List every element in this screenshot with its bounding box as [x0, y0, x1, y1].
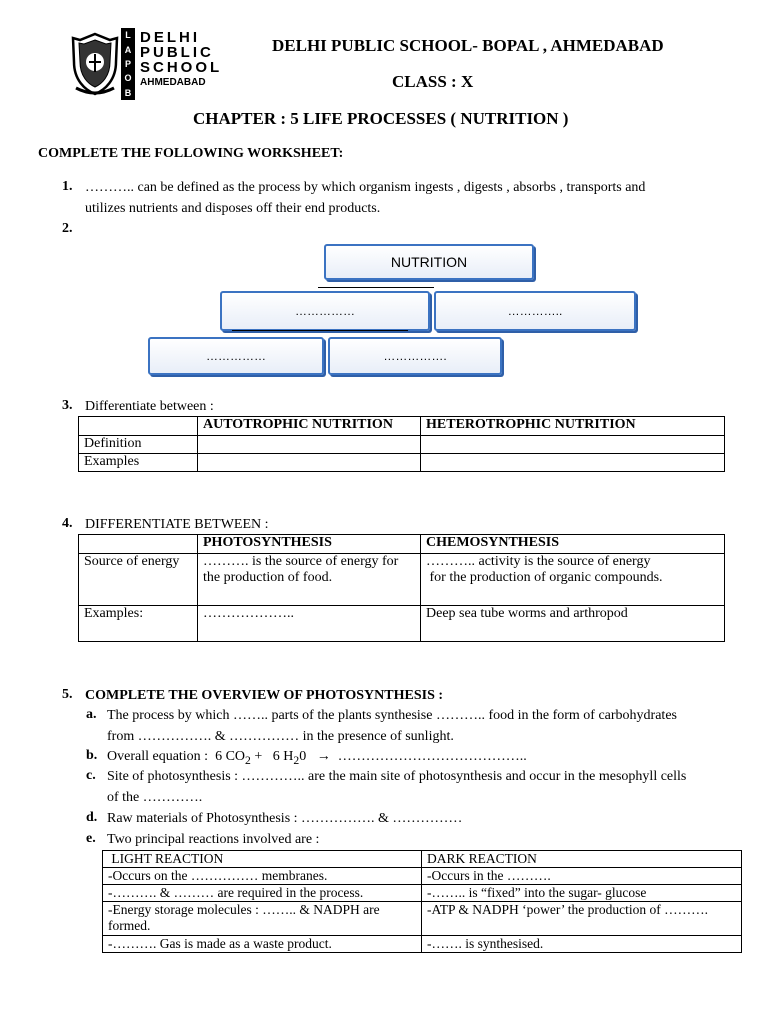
question-3-title: Differentiate between : — [85, 399, 214, 414]
logo-line: PUBLIC — [140, 44, 214, 61]
table-cell: ……………….. — [198, 606, 421, 642]
equation-blank: ………………………………….. — [330, 749, 527, 764]
question-number: 4. — [62, 516, 73, 531]
table-cell: -Occurs on the …………… membranes. — [103, 868, 422, 885]
logo-wordmark — [140, 30, 222, 89]
table-cell — [198, 454, 421, 472]
table-header: CHEMOSYNTHESIS — [421, 535, 725, 554]
item-c-line: Site of photosynthesis : ………….. are the main site of photosynthesis and occur in the mesophyll cells — [107, 769, 687, 784]
item-label: d. — [86, 810, 98, 825]
logo-bar-letter: B — [124, 87, 132, 98]
table-cell: -………. Gas is made as a waste product. — [103, 936, 422, 953]
equation-subscript: 2 — [245, 753, 251, 767]
question-5-title: COMPLETE THE OVERVIEW OF PHOTOSYNTHESIS : — [85, 688, 444, 703]
autotrophic-heterotrophic-table — [78, 416, 725, 472]
table-cell — [421, 454, 725, 472]
cell-line: the production of food. — [203, 570, 333, 585]
cell-line: ………. is the source of energy for — [203, 554, 399, 569]
logo-bar-letter: A — [124, 44, 132, 55]
logo-bar-letter: O — [124, 73, 132, 84]
question-4-title: DIFFERENTIATE BETWEEN : — [85, 517, 269, 532]
logo-bar-letter: P — [124, 58, 131, 69]
diagram-root-box: NUTRITION — [324, 244, 534, 280]
item-label: c. — [86, 768, 96, 783]
diagram-box-level2-left: …………… — [148, 337, 324, 375]
logo-bar-letter: L — [125, 30, 131, 41]
table-cell: -………. & ……… are required in the process. — [103, 885, 422, 902]
table-header — [79, 535, 198, 554]
equation-text: Overall equation : 6 CO — [107, 749, 246, 764]
equation-text: 0 — [299, 749, 317, 764]
item-c-line: of the …………. — [107, 790, 203, 805]
table-cell: -Energy storage molecules : …….. & NADPH are formed. — [103, 902, 422, 936]
table-cell: -ATP & NADPH ‘power’ the production of ………. — [422, 902, 742, 936]
diagram-box-level1-left: …………… — [220, 291, 430, 331]
item-label: e. — [86, 831, 96, 846]
item-e: Two principal reactions involved are : — [107, 832, 320, 847]
table-header: AUTOTROPHIC NUTRITION — [198, 417, 421, 436]
table-cell — [198, 554, 421, 606]
question-number: 3. — [62, 398, 73, 413]
photosynthesis-chemosynthesis-table — [78, 534, 725, 642]
equation-text: + 6 H — [250, 749, 294, 764]
question-1 — [85, 177, 725, 219]
item-a-line: from ……………. & …………… in the presence of sunlight. — [107, 729, 454, 744]
question-number: 5. — [62, 687, 73, 702]
table-cell: -…….. is “fixed” into the sugar- glucose — [422, 885, 742, 902]
logo-vertical-bar — [121, 28, 135, 100]
table-header: DARK REACTION — [422, 851, 742, 868]
table-cell: Deep sea tube worms and arthropod — [421, 606, 725, 642]
table-header: PHOTOSYNTHESIS — [198, 535, 421, 554]
class-title: CLASS : X — [392, 72, 474, 91]
table-cell — [198, 436, 421, 454]
table-cell: -Occurs in the ………. — [422, 868, 742, 885]
diagram-connector — [232, 330, 408, 331]
diagram-box-level1-right: ………….. — [434, 291, 636, 331]
cell-line: for the production of organic compounds. — [426, 570, 663, 585]
item-label: b. — [86, 748, 98, 763]
item-d: Raw materials of Photosynthesis : ……………. & …………… — [107, 811, 463, 826]
item-a-line: The process by which …….. parts of the plants synthesise ……….. food in the form of carbohydrates — [107, 708, 677, 723]
worksheet-instruction: COMPLETE THE FOLLOWING WORKSHEET: — [38, 146, 344, 161]
table-cell: Examples: — [79, 606, 198, 642]
light-dark-reaction-table — [102, 850, 742, 953]
table-header: HETEROTROPHIC NUTRITION — [421, 417, 725, 436]
chapter-title: CHAPTER : 5 LIFE PROCESSES ( NUTRITION ) — [193, 109, 569, 128]
item-c — [107, 766, 737, 808]
question-1-line: utilizes nutrients and disposes off their end products. — [85, 201, 381, 216]
diagram-box-level2-right: ……………. — [328, 337, 502, 375]
question-1-line: ……….. can be defined as the process by which organism ingests , digests , absorbs , transports and — [85, 180, 646, 195]
school-title: DELHI PUBLIC SCHOOL- BOPAL , AHMEDABAD — [272, 36, 664, 55]
logo-line: DELHI — [140, 29, 200, 46]
diagram-connector — [318, 287, 434, 288]
equation-subscript: 2 — [293, 753, 300, 767]
question-number: 2. — [62, 221, 73, 236]
table-header — [79, 417, 198, 436]
table-cell — [421, 554, 725, 606]
table-header: LIGHT REACTION — [103, 851, 422, 868]
table-cell: -……. is synthesised. — [422, 936, 742, 953]
logo-line: SCHOOL — [140, 59, 223, 76]
table-cell: Definition — [79, 436, 198, 454]
arrow-right-icon: → — [316, 749, 331, 764]
school-crest-icon — [70, 32, 120, 96]
item-a — [107, 705, 732, 747]
logo-city: AHMEDABAD — [140, 77, 206, 88]
item-label: a. — [86, 707, 97, 722]
question-number: 1. — [62, 179, 73, 194]
table-cell: Source of energy — [79, 554, 198, 606]
table-cell: Examples — [79, 454, 198, 472]
cell-line: ……….. activity is the source of energy — [426, 554, 651, 569]
table-cell — [421, 436, 725, 454]
